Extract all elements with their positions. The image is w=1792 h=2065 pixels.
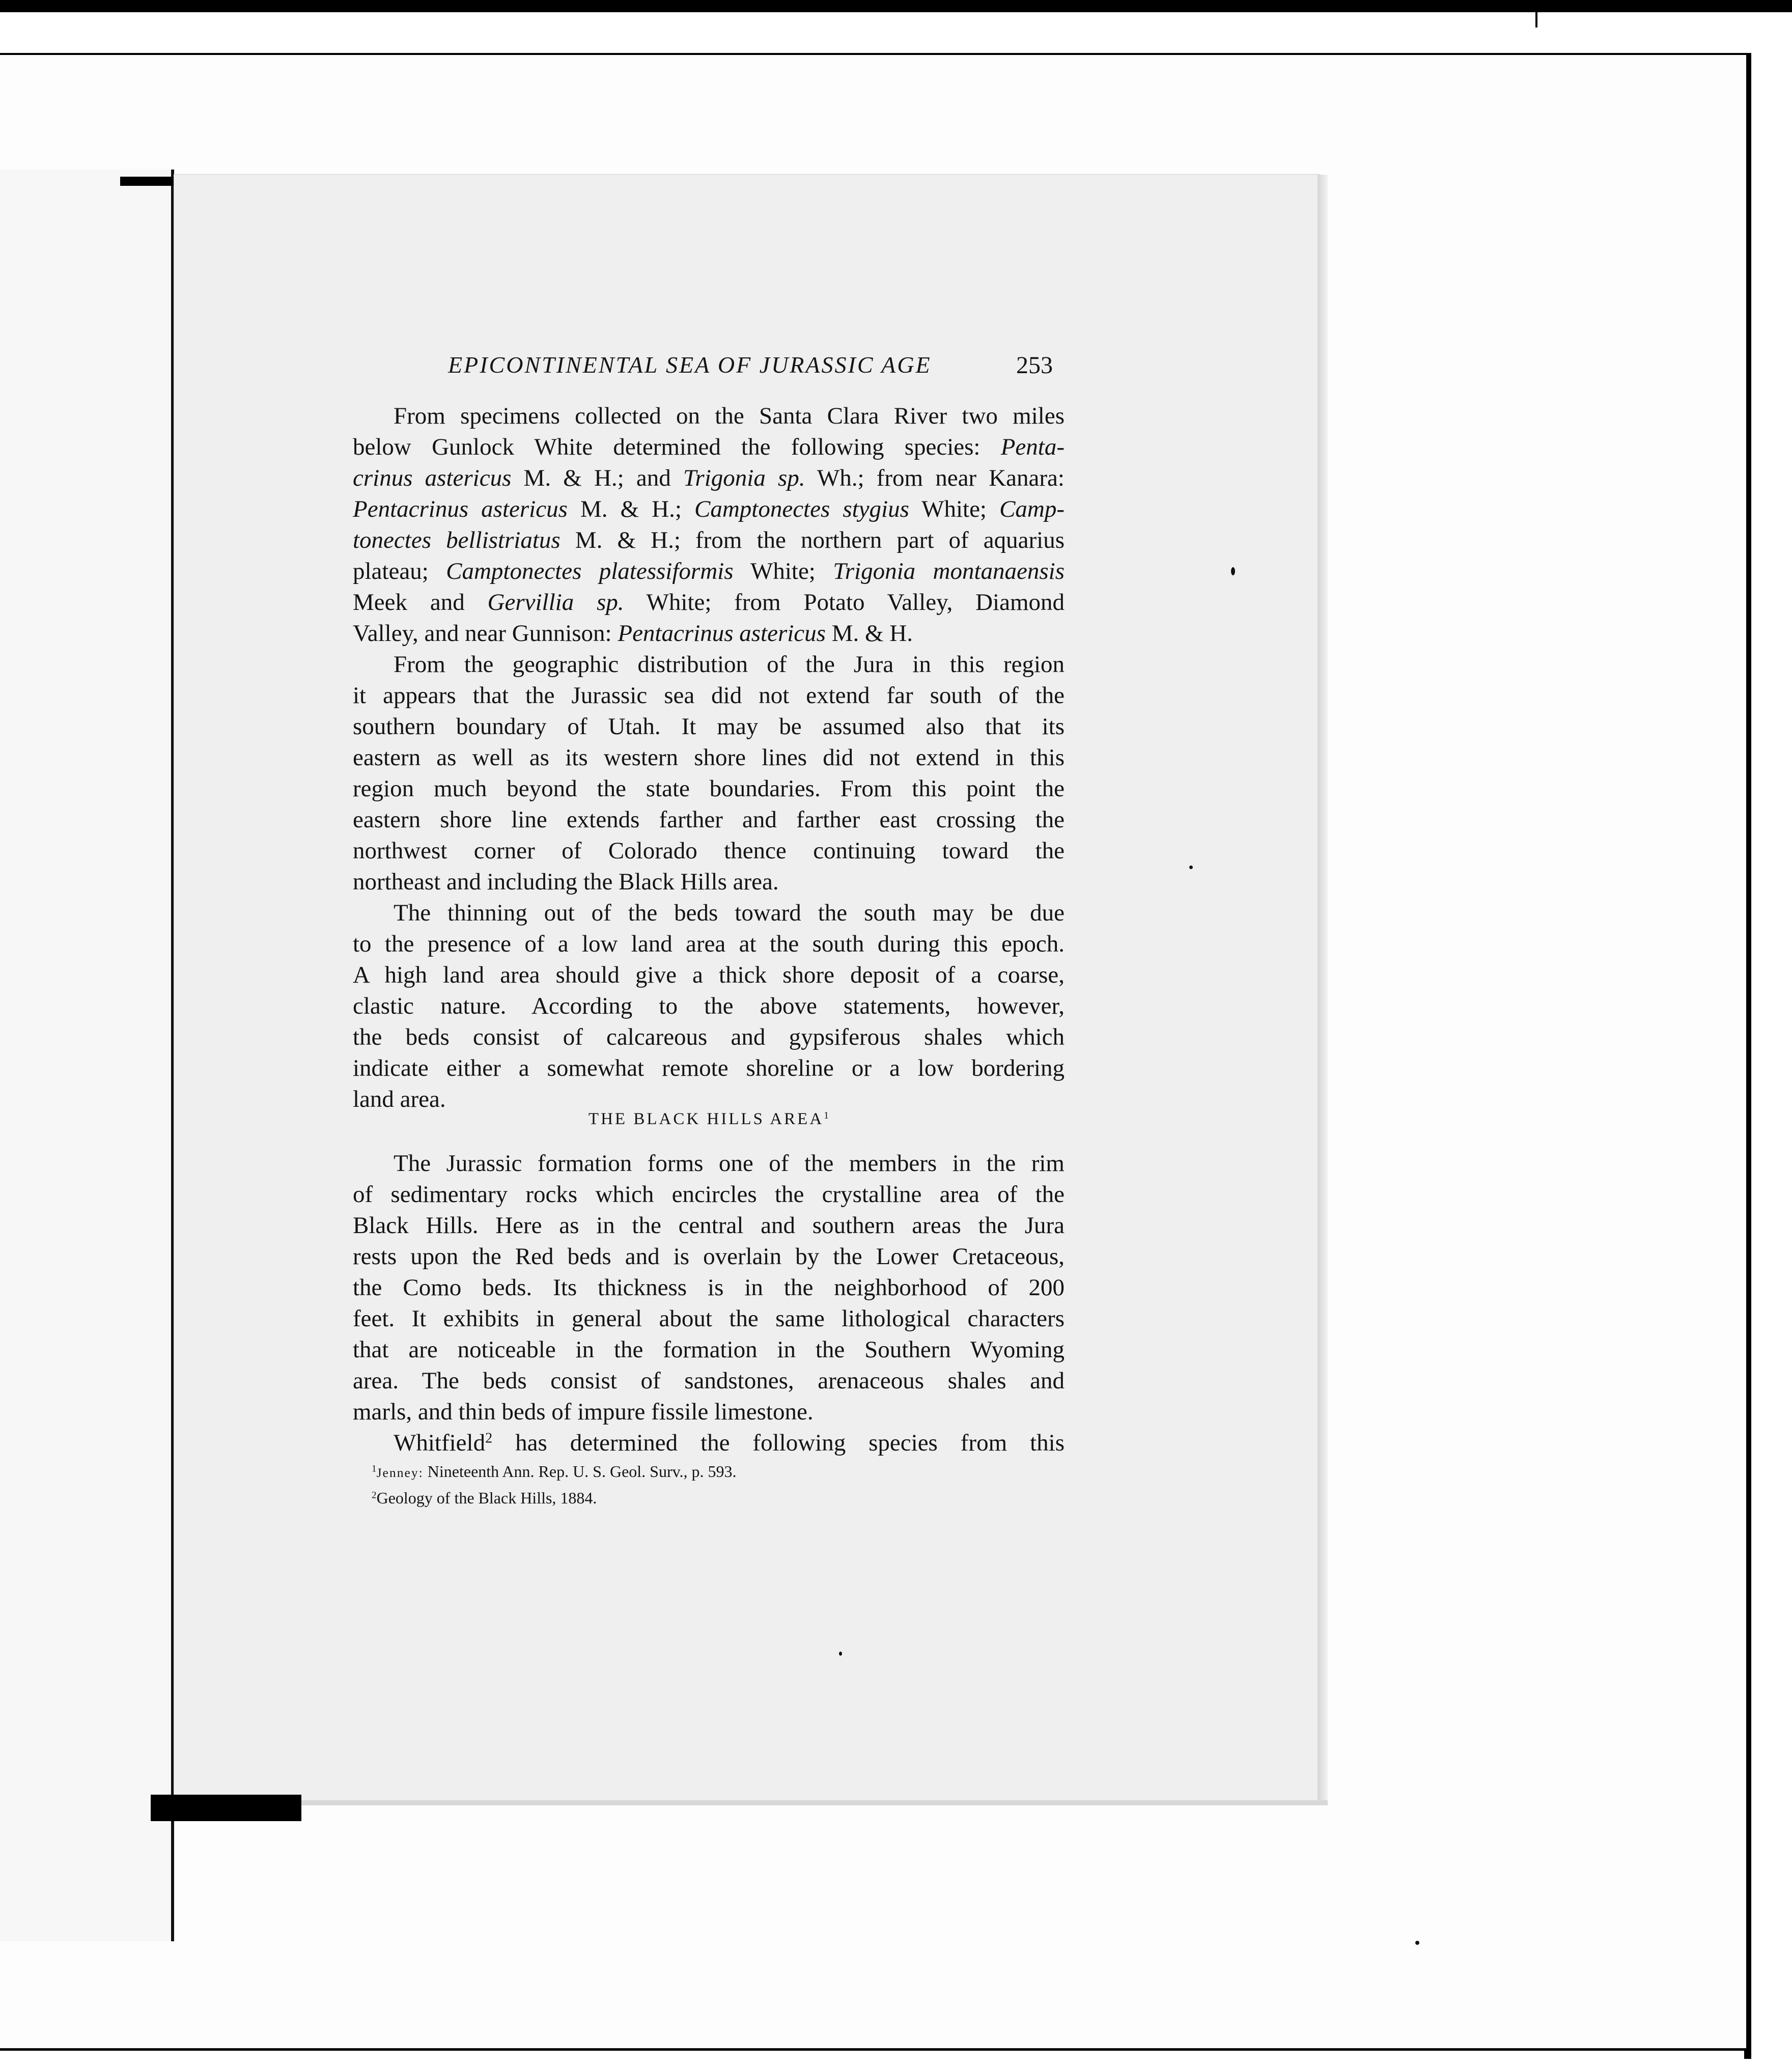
- text-line: Whitfield$^2$ has determined the following species from this: [394, 1430, 1065, 1456]
- footnote-1: $^1$Jenney: Nineteenth Ann. Rep. U. S. Geol. Surv., p. 593.: [372, 1462, 737, 1481]
- section-heading: THE BLACK HILLS AREA$^1$: [588, 1110, 829, 1128]
- text-line: The thinning out of the beds toward the south may be due: [394, 900, 1065, 926]
- scan-speck: [1231, 567, 1235, 575]
- page-edge-right: [1318, 175, 1328, 1801]
- scan-speck: [1189, 866, 1193, 869]
- page-number: 253: [1016, 352, 1053, 379]
- text-line: Valley, and near Gunnison: Pentacrinus astericus M. & H.: [353, 620, 913, 647]
- text-line: the beds consist of calcareous and gypsiferous shales which: [353, 1024, 1065, 1050]
- text-line: it appears that the Jurassic sea did not extend far south of the: [353, 682, 1065, 709]
- running-head: EPICONTINENTAL SEA OF JURASSIC AGE: [448, 352, 932, 378]
- text-line: The Jurassic formation forms one of the members in the rim: [394, 1150, 1065, 1177]
- text-line: below Gunlock White determined the following species: Penta-: [353, 434, 1065, 460]
- text-line: eastern as well as its western shore lines did not extend in this: [353, 744, 1065, 771]
- text-line: rests upon the Red beds and is overlain by the Lower Cretaceous,: [353, 1243, 1065, 1270]
- text-line: clastic nature. According to the above statements, however,: [353, 993, 1065, 1019]
- text-line: tonectes bellistriatus M. & H.; from the northern part of aquarius: [353, 527, 1065, 553]
- facing-page-edge: [0, 170, 174, 1941]
- text-line: A high land area should give a thick shore deposit of a coarse,: [353, 962, 1065, 988]
- text-line: Pentacrinus astericus M. & H.; Camptonectes stygius White; Camp-: [353, 496, 1065, 522]
- text-line: Black Hills. Here as in the central and southern areas the Jura: [353, 1212, 1065, 1239]
- text-line: crinus astericus M. & H.; and Trigonia sp. Wh.; from near Kanara:: [353, 465, 1065, 491]
- page-edge-bottom: [174, 1800, 1328, 1805]
- binding-clip-bottom: [151, 1795, 301, 1821]
- text-line: eastern shore line extends farther and farther east crossing the: [353, 806, 1065, 833]
- text-line: that are noticeable in the formation in the Southern Wyoming: [353, 1336, 1065, 1363]
- text-line: region much beyond the state boundaries. From this point the: [353, 775, 1065, 802]
- text-line: the Como beds. Its thickness is in the neighborhood of 200: [353, 1274, 1065, 1301]
- scan-speck: [839, 1652, 842, 1656]
- text-line: feet. It exhibits in general about the same lithological characters: [353, 1305, 1065, 1332]
- text-line: marls, and thin beds of impure fissile limestone.: [353, 1399, 814, 1425]
- text-line: Meek and Gervillia sp. White; from Potato Valley, Diamond: [353, 589, 1065, 616]
- text-line: indicate either a somewhat remote shoreline or a low bordering: [353, 1055, 1065, 1081]
- top-border: [0, 0, 1792, 12]
- corner-mark: [1535, 12, 1537, 27]
- footnote-2: $^2$Geology of the Black Hills, 1884.: [372, 1489, 597, 1507]
- text-line: From specimens collected on the Santa Clara River two miles: [394, 403, 1065, 429]
- scan-speck: [1415, 1941, 1419, 1945]
- text-line: area. The beds consist of sandstones, arenaceous shales and: [353, 1368, 1065, 1394]
- text-line: southern boundary of Utah. It may be assumed also that its: [353, 713, 1065, 740]
- text-line: land area.: [353, 1086, 446, 1112]
- text-line: of sedimentary rocks which encircles the crystalline area of the: [353, 1181, 1065, 1208]
- text-line: From the geographic distribution of the Jura in this region: [394, 651, 1065, 678]
- text-line: plateau; Camptonectes platessiformis White; Trigonia montanaensis: [353, 558, 1065, 584]
- text-line: northwest corner of Colorado thence continuing toward the: [353, 838, 1065, 864]
- text-line: to the presence of a low land area at the south during this epoch.: [353, 931, 1065, 957]
- text-line: northeast and including the Black Hills area.: [353, 869, 779, 895]
